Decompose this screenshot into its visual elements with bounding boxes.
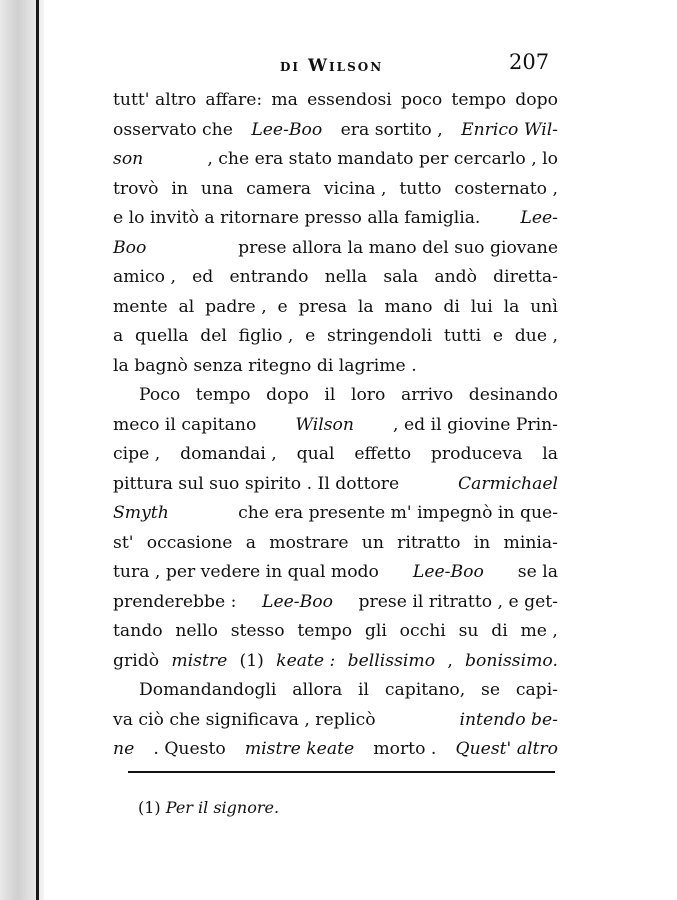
name-italic: Boo xyxy=(113,237,147,258)
text-line: Boo prese allora la mano del suo giovane xyxy=(113,234,558,264)
text-line: cipe , domandai , qual effetto produceva la xyxy=(113,444,558,464)
footnote xyxy=(138,798,279,817)
emphasis-italic: Quest' altro xyxy=(455,739,558,759)
text-line: amico , ed entrando nella sala andò diretta- xyxy=(113,267,558,287)
footnote-marker: (1) xyxy=(138,798,161,817)
text-line: ne . Questo mistre keate morto . Quest' altro xyxy=(113,735,558,765)
name-italic: Smyth xyxy=(113,503,169,523)
running-head: di Wilson xyxy=(280,56,384,76)
text-line: Poco tempo dopo il loro arrivo desinando xyxy=(139,385,558,405)
name-italic: Carmichael xyxy=(457,473,558,494)
emphasis-italic: bellissimo xyxy=(347,650,436,671)
text-line: meco il capitano Wilson , ed il giovine Prin- xyxy=(113,411,558,441)
text-line: pittura sul suo spirito . Il dottore Carmichael xyxy=(113,470,558,500)
text-line: st' occasione a mostrare un ritratto in minia- xyxy=(113,532,558,553)
emphasis-italic: ne xyxy=(113,739,135,759)
text-line: tura , per vedere in qual modo Lee-Boo se la xyxy=(113,558,558,588)
text-line: tutt' altro affare: ma essendosi poco tempo dopo xyxy=(113,90,558,110)
text-line: e lo invitò a ritornare presso alla famiglia. Lee- xyxy=(113,204,558,234)
text-line: prenderebbe : Lee-Boo prese il ritratto , e get- xyxy=(113,588,558,618)
name-italic: Lee-Boo xyxy=(251,119,323,140)
text-line: Smyth che era presente m' impegnò in que- xyxy=(113,499,558,529)
emphasis-italic: bonissimo. xyxy=(465,650,558,671)
binding-edge-line xyxy=(36,0,39,900)
text-line: trovò in una camera vicina , tutto costernato , xyxy=(113,178,558,199)
name-italic: son xyxy=(113,149,144,169)
text-line: tando nello stesso tempo gli occhi su di me , xyxy=(113,621,558,641)
text-line: mente al padre , e presa la mano di lui la unì xyxy=(113,296,558,317)
text-line: osservato che Lee-Boo era sortito , Enrico Wil- xyxy=(113,116,558,146)
footnote-reference: (1) xyxy=(239,650,264,671)
text-line: la bagnò senza ritegno di lagrime . xyxy=(113,355,417,376)
footnote-text: Per il signore. xyxy=(165,798,280,817)
name-italic: Lee-Boo xyxy=(262,591,333,612)
name-italic: mistre xyxy=(171,650,228,671)
footnote-separator-rule xyxy=(128,771,555,773)
name-italic: mistre keate xyxy=(244,739,355,759)
text-line: gridò mistre (1) keate : bellissimo , bonissimo. xyxy=(113,647,558,677)
emphasis-italic: intendo be- xyxy=(459,709,558,730)
page-number: 207 xyxy=(509,50,550,74)
name-italic: Wilson xyxy=(295,414,354,435)
name-italic: Lee- xyxy=(520,208,558,228)
text-line: a quella del figlio , e stringendoli tutti e due , xyxy=(113,326,558,346)
body-text xyxy=(113,86,558,765)
text-line: va ciò che significava , replicò intendo be- xyxy=(113,706,558,736)
name-italic: Enrico Wil- xyxy=(461,119,558,140)
name-italic: Lee-Boo xyxy=(412,562,484,582)
name-italic: keate : xyxy=(276,650,336,671)
text-line: son , che era stato mandato per cercarlo , lo xyxy=(113,145,558,175)
text-line: Domandandogli allora il capitano, se capi- xyxy=(139,680,558,700)
